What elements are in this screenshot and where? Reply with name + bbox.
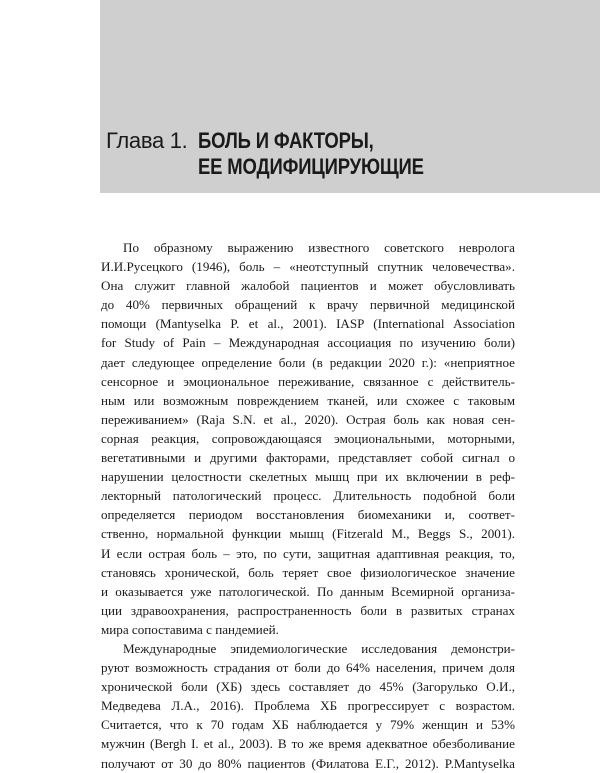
text-line: переживанием» (Raja S.N. et al., 2020). Острая боль как новая сен- [101, 411, 515, 427]
paragraph-1 [101, 238, 515, 639]
text-line: Она служит главной жалобой пациентов и может обусловливать [101, 278, 515, 294]
text-line: И.И.Русецкого (1946), боль – «неотступный спутник человечества». [101, 259, 515, 275]
text-line: руют возможность страдания от боли до 64% населения, причем доля [101, 660, 515, 676]
paragraph-2 [101, 639, 515, 773]
chapter-heading [106, 128, 466, 180]
text-line: Международные эпидемиологические исследования демонстри- [123, 640, 515, 656]
text-line: определяется периодом восстановления биомеханики и, соответ- [101, 507, 515, 523]
text-line: дает следующее определение боли (в редакции 2020 г.): «неприятное [101, 354, 515, 370]
text-line: становясь хронической, боль теряет свое физиологическое значение [101, 564, 515, 580]
text-line: получают от 30 до 80% пациентов (Филатова Е.Г., 2012). P.Mantyselka [101, 755, 515, 771]
text-line: Медведева Л.А., 2016). Проблема ХБ прогрессирует с возрастом. [101, 698, 515, 714]
text-line: сенсорное и эмоциональное переживание, связанное с действитель- [101, 373, 515, 389]
text-line: По образному выражению известного советского невролога [123, 240, 515, 255]
text-line: мира сопоставима с пандемией. [101, 621, 279, 637]
chapter-title [198, 128, 424, 180]
chapter-title-line-2: ЕЕ МОДИФИЦИРУЮЩИЕ [197, 154, 424, 179]
text-line: помощи (Mantyselka P. et al., 2001). IASP (International Association [101, 316, 515, 332]
text-line: и оказывается уже патологической. По данным Всемирной организа- [101, 583, 515, 599]
text-line: Считается, что к 70 годам ХБ наблюдается у 79% женщин и 53% [101, 717, 515, 733]
text-line: ным или возможным повреждением тканей, или схожее с таковым [101, 392, 515, 408]
chapter-label: Глава 1. [106, 128, 188, 153]
chapter-title-line-1: БОЛЬ И ФАКТОРЫ, [197, 128, 374, 153]
text-line: ственно, нормальной функции мышц (Fitzerald M., Beggs S., 2001). [101, 526, 515, 542]
text-line: нарушении целостности скелетных мышц при их включении в реф- [101, 469, 515, 485]
body-text [101, 238, 515, 773]
text-line: до 40% первичных обращений к врачу первичной медицинской [101, 297, 515, 313]
text-line: сорная реакция, сопровождающаяся эмоциональными, моторными, [101, 430, 515, 446]
text-line: И если острая боль – это, по сути, защитная адаптивная реакция, то, [101, 545, 515, 561]
text-line: мужчин (Bergh I. et al., 2003). В то же время адекватное обезболивание [101, 736, 515, 752]
text-line: for Study of Pain – Международная ассоциация по изучению боли) [101, 335, 515, 351]
text-line: ции здравоохранения, распространенность боли в развитых странах [101, 602, 515, 618]
text-line: лекторный патологический процесс. Длительность подобной боли [101, 488, 515, 504]
text-line: вегетативными и другими факторами, представляет собой сигнал о [101, 450, 515, 466]
text-line: хронической боли (ХБ) здесь составляет до 45% (Загорулько О.И., [101, 679, 515, 695]
